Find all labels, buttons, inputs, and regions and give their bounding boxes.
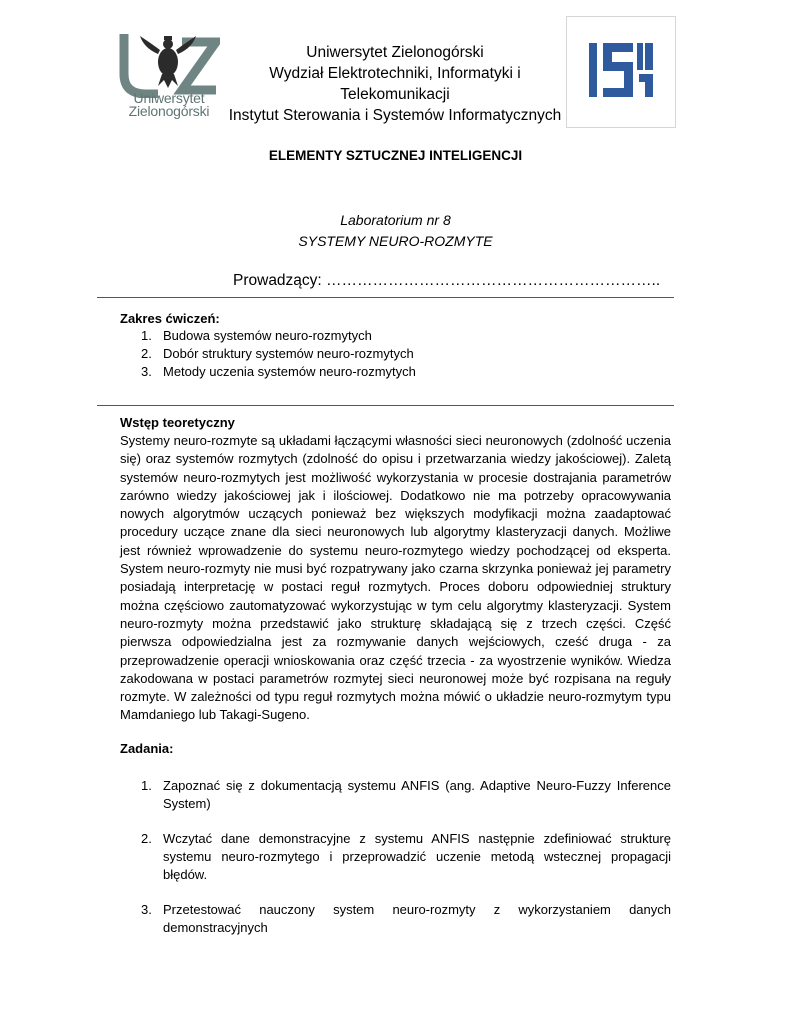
- list-item: [141, 363, 416, 381]
- institution-header: [222, 42, 568, 126]
- eagle-emblem-icon: [118, 28, 220, 98]
- task-text: Zapoznać się z dokumentacją systemu ANFIS (ang. Adaptive Neuro-Fuzzy Inference System): [163, 778, 671, 811]
- header-line-faculty: Wydział Elektrotechniki, Informatyki i: [269, 65, 521, 82]
- task-text: Wczytać dane demonstracyjne z systemu ANFIS następnie zdefiniować strukturę systemu neuro-rozmytego i przeprowadzić uczenie metodą wstecznej propagacji błędów.: [163, 831, 671, 882]
- header-line-university: Uniwersytet Zielonogórski: [306, 44, 484, 61]
- header-line-faculty-cont: Telekomunikacji: [340, 86, 450, 103]
- task-item: [141, 901, 671, 937]
- logo-text-line2: Zielonogórski: [128, 103, 210, 119]
- lab-number: Laboratorium nr 8: [340, 212, 451, 228]
- task-item: [141, 777, 671, 813]
- list-item-text: Budowa systemów neuro-rozmytych: [163, 328, 372, 343]
- lab-topic: SYSTEMY NEURO-ROZMYTE: [298, 233, 493, 249]
- instructor-line: Prowadzący: ………………………………………………………..: [233, 272, 661, 289]
- scope-list: [141, 327, 416, 381]
- list-item-number: 1.: [141, 328, 152, 343]
- list-item-text: Metody uczenia systemów neuro-rozmytych: [163, 364, 416, 379]
- task-item: [141, 830, 671, 884]
- task-text: Przetestować nauczony system neuro-rozmyty z wykorzystaniem danych demonstracyjnych: [163, 902, 671, 935]
- task-number: 1.: [141, 778, 152, 793]
- list-item: [141, 345, 416, 363]
- theory-paragraph: Systemy neuro-rozmyte są układami łączącymi własności sieci neuronowych (zdolność uczenia się) oraz systemów rozmytych (zdolność do opisu i przetwarzania wiedzy jakościowej). Zaletą systemów neuro-rozmytych jest możliwość wykorzystania w procesie dostrajania parametrów zarówno wiedzy jakościowej jak i ilościowej. Dodatkowo nie ma potrzeby opracowywania nowych algorytmów uczących ponieważ bez większych modyfikacji można zaadaptować procedury uczące znane dla sieci neuronowych lub algorytmy klasteryzacji danych. Możliwe jest również wprowadzenie do systemu neuro-rozmytego wiedzy pochodzącej od eksperta. System neuro-rozmyty nie musi być rozpatrywany jako czarna skrzynka ponieważ jej parametry posiadają interpretację w postaci reguł rozmytych. Proces doboru odpowiedniej struktury można częściowo zautomatyzować wykorzystując w tym celu algorytmy klasteryzacji. System neuro-rozmyty można przedstawić jako strukturę składającą się z trzech części. Część pierwsza odpowiedzialna jest za rozmywanie danych wejściowych, cześć druga - za przeprowadzenie operacji wnioskowania oraz część trzecia - za wyostrzenie wyników. Wiedza zakodowana w postaci parametrów rozmytej sieci neuronowej może być rozpisana na reguły rozmyte. W zależności od typu reguł rozmytych można mówić o układzie neuro-rozmytym typu Mamdaniego lub Takagi-Sugeno.: [120, 433, 671, 723]
- logo-text-line1: Uniwersytet: [133, 90, 205, 106]
- theory-heading: Wstęp teoretyczny: [120, 415, 235, 430]
- divider: [97, 405, 674, 406]
- course-title: ELEMENTY SZTUCZNEJ INTELIGENCJI: [268, 148, 523, 163]
- task-number: 2.: [141, 831, 152, 846]
- list-item: [141, 327, 416, 345]
- list-item-number: 2.: [141, 346, 152, 361]
- tasks-heading: Zadania:: [120, 741, 174, 756]
- institute-logo: [566, 16, 676, 128]
- scope-heading: Zakres ćwiczeń:: [120, 311, 220, 326]
- lab-title: [0, 210, 791, 252]
- task-number: 3.: [141, 902, 152, 917]
- divider: [97, 297, 674, 298]
- list-item-text: Dobór struktury systemów neuro-rozmytych: [163, 346, 414, 361]
- issi-logo-icon: [567, 17, 675, 127]
- list-item-number: 3.: [141, 364, 152, 379]
- university-logo: [118, 28, 220, 120]
- header-line-institute: Instytut Sterowania i Systemów Informatycznych: [228, 107, 562, 124]
